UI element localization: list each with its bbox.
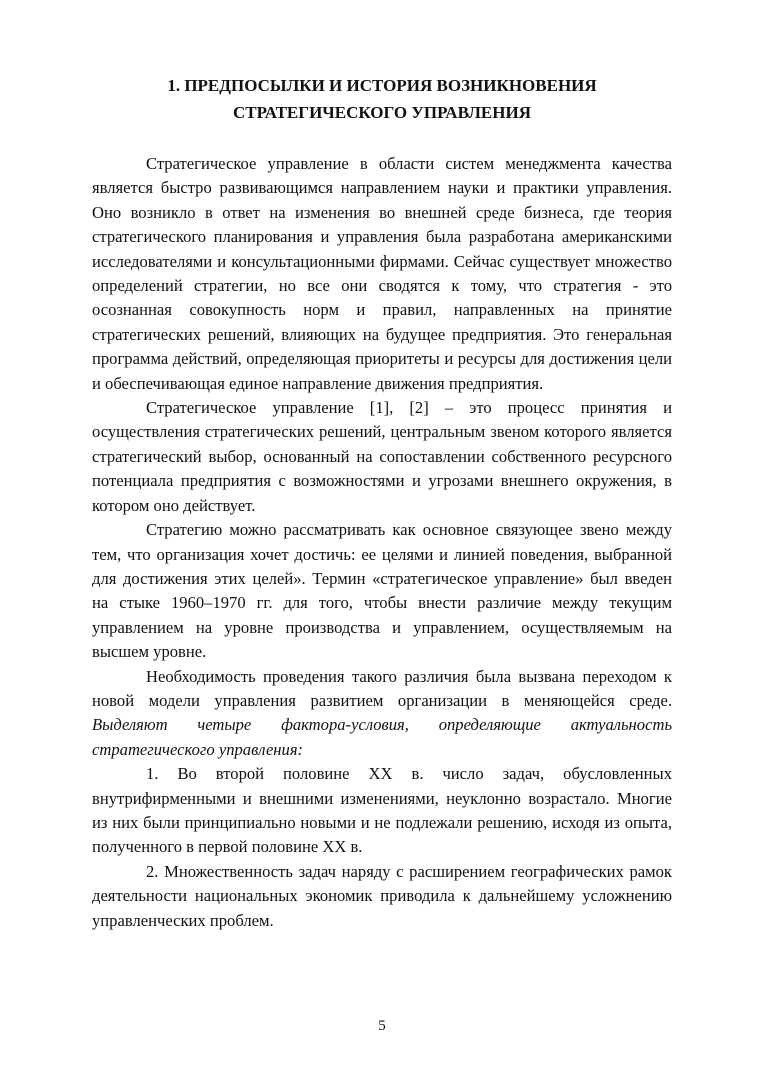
section-heading (92, 72, 672, 126)
page-number: 5 (378, 1018, 386, 1034)
list-item-1 (92, 762, 672, 860)
paragraph-3: Стратегию можно рассматривать как основное связующее звено между тем, что организация хочет достичь: ее целями и линией поведения, выбранной для достижения этих целей». Термин «стратегическое управление» был введен на стыке 1960–1970 гг. для того, чтобы внести различие между текущим управлением на уровне производства и управлением, осуществляемым на высшем уровне. (92, 520, 672, 662)
paragraph-2: Стратегическое управление [1], [2] – это процесс принятия и осуществления стратегических решений, центральным звеном которого является стратегический выбор, основанный на сопоставлении собственного ресурсного потенциала предприятия с возможностями и угрозами внешнего окружения, в котором оно действует. (92, 398, 672, 515)
body-text (92, 152, 672, 933)
document-page (92, 72, 672, 933)
list-item-1-number: 1. (146, 764, 159, 784)
list-item-2 (92, 860, 672, 933)
list-item-1-text: Во второй половине XX в. число задач, обусловленных внутрифирменными и внешними изменениями, неуклонно возрастало. Многие из них были принципиально новыми и не подлежали решению, исходя из опыта, полученного в первой половине XX в. (92, 764, 672, 857)
paragraph-4-text: Необходимость проведения такого различия была вызвана переходом к новой модели управления развитием организации в меняющейся среде. (92, 666, 672, 710)
list-item-2-text: Множественность задач наряду с расширением географических рамок деятельности национальных экономик приводила к дальнейшему усложнению управленческих проблем. (92, 861, 672, 930)
heading-line-2: СТРАТЕГИЧЕСКОГО УПРАВЛЕНИЯ (232, 103, 531, 122)
paragraph-4 (92, 665, 672, 763)
paragraph-1: Стратегическое управление в области систем менеджмента качества является быстро развивающимся направлением науки и практики управления. Оно возникло в ответ на изменения во внешней среде бизнеса, где теория стратегического планирования и управления была разработана американскими исследователями и консультационными фирмами. Сейчас существует множество определений стратегии, но все они сводятся к тому, что стратегия - это осознанная совокупность норм и правил, направленных на принятие стратегических решений, влияющих на будущее предприятия. Это генеральная программа действий, определяющая приоритеты и ресурсы для достижения цели и обеспечивающая единое направление движения предприятия. (92, 154, 672, 393)
list-item-2-number: 2. (146, 861, 159, 881)
paragraph-4-italic: Выделяют четыре фактора-условия, определяющие актуальность стратегического управления: (92, 715, 672, 759)
heading-line-1: 1. ПРЕДПОСЫЛКИ И ИСТОРИЯ ВОЗНИКНОВЕНИЯ (167, 76, 597, 95)
